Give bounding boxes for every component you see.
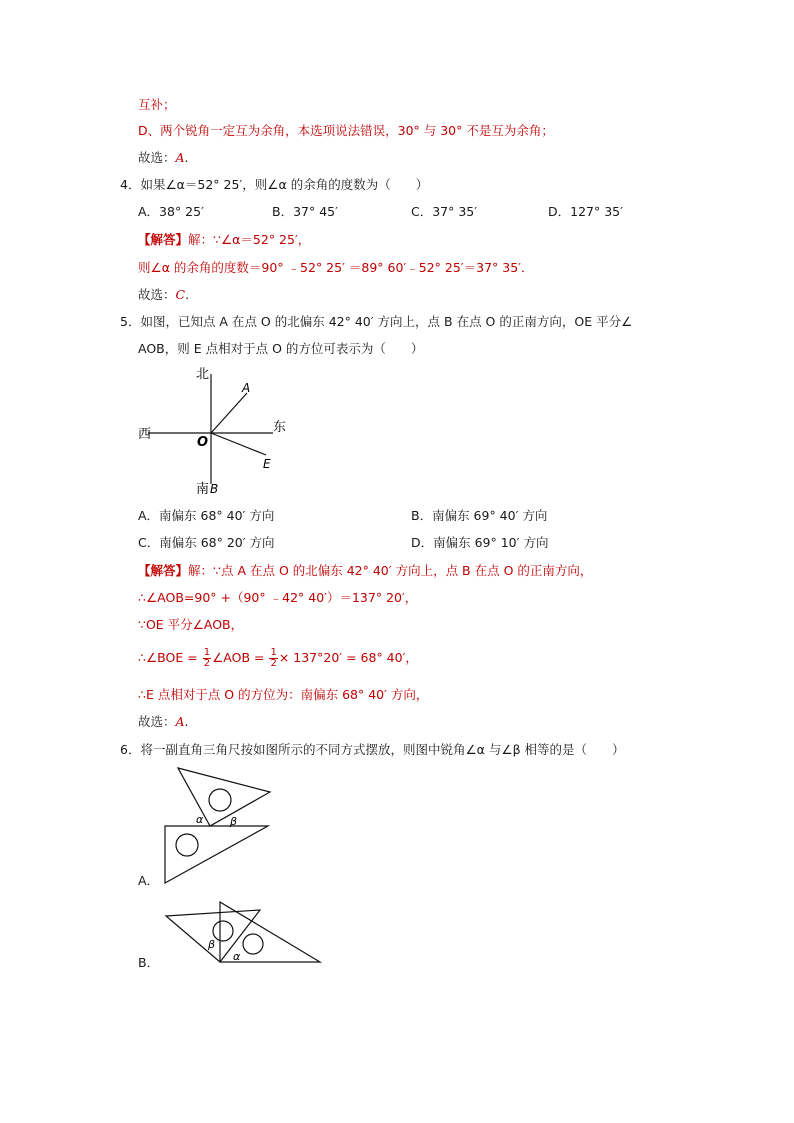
- label-south: 南: [196, 482, 210, 497]
- q5-solution-1: [138, 562, 592, 580]
- fraction-half: [203, 648, 211, 669]
- fraction-half-2: [269, 648, 277, 669]
- q5-solution-text: 解：∵点 A 在点 O 的北偏东 42° 40′ 方向上，点 B 在点 O 的正南方向，: [188, 563, 593, 578]
- q4-option-a: A．38° 25′: [138, 204, 204, 219]
- right-hole: [243, 934, 263, 954]
- q4-option-c: C．37° 35′: [411, 204, 478, 219]
- answer-value: A: [175, 150, 185, 165]
- lower-hole: [176, 834, 198, 856]
- upper-set-square: [178, 768, 270, 826]
- q4-solution-2: 则∠α 的余角的度数＝90° ﹣52° 25′ ＝89° 60′﹣52° 25′＝37° 35′．: [138, 260, 534, 275]
- beta-label: β: [208, 938, 216, 951]
- q5-option-a: A．南偏东 68° 40′ 方向: [138, 508, 275, 523]
- alpha-label: α: [233, 950, 241, 963]
- answer-end: .: [184, 714, 189, 729]
- q5-option-b: B．南偏东 69° 40′ 方向: [411, 508, 548, 523]
- q5-solution-5: ∴E 点相对于点 O 的方位为：南偏东 68° 40′ 方向，: [138, 687, 429, 702]
- q4-solution-text: 解：∵∠α＝52° 25′，: [188, 232, 311, 247]
- q4-answer: [138, 286, 189, 304]
- solution-tag: 【解答】: [138, 232, 189, 247]
- q4-option-b: B．37° 45′: [272, 204, 338, 219]
- answer-label: 故选：: [138, 714, 176, 729]
- equation-lhs: ∴∠BOE =: [138, 650, 198, 665]
- prev-answer: [138, 149, 189, 167]
- label-b: B: [210, 482, 219, 496]
- fraction-numerator: 1: [203, 647, 211, 658]
- q5-stem-2: AOB，则 E 点相对于点 O 的方位可表示为（ ）: [138, 341, 424, 356]
- ray-oe: [211, 433, 266, 455]
- fraction-denominator: 2: [203, 658, 211, 669]
- label-e: E: [263, 457, 271, 471]
- label-o: O: [197, 435, 209, 450]
- label-east: 东: [273, 420, 287, 435]
- label-a: A: [242, 381, 251, 395]
- q4-option-d: D．127° 35′: [548, 204, 623, 219]
- triangle-figure-b: [160, 898, 330, 968]
- q5-solution-3: ∵OE 平分∠AOB，: [138, 617, 244, 632]
- compass-diagram: [130, 366, 330, 496]
- prev-line-1: 互补；: [138, 97, 176, 112]
- beta-label: β: [230, 815, 238, 828]
- equation-rhs: × 137°20′ = 68° 40′，: [278, 650, 418, 665]
- q4-solution-1: [138, 231, 310, 249]
- q6-stem: 6．将一副直角三角尺按如图所示的不同方式摆放，则图中锐角∠α 与∠β 相等的是（ ）: [120, 742, 625, 757]
- solution-tag: 【解答】: [138, 563, 189, 578]
- label-north: 北: [196, 367, 210, 382]
- upper-hole: [209, 789, 231, 811]
- answer-label: 故选：: [138, 287, 176, 302]
- q5-solution-4: [138, 645, 418, 671]
- answer-value: A: [175, 714, 185, 729]
- answer-end: .: [184, 150, 189, 165]
- q5-solution-2: ∴∠AOB=90° +（90° ﹣42° 40′）＝137° 20′，: [138, 590, 418, 605]
- q4-stem: 4．如果∠α＝52° 25′，则∠α 的余角的度数为（ ）: [120, 177, 429, 192]
- label-west: 西: [138, 427, 152, 442]
- q5-option-c: C．南偏东 68° 20′ 方向: [138, 535, 275, 550]
- fraction-denominator: 2: [270, 658, 277, 669]
- q6-option-b: B．: [138, 955, 160, 970]
- alpha-label: α: [196, 813, 204, 826]
- answer-value: C: [175, 287, 186, 302]
- triangle-figure-a: [160, 768, 300, 888]
- prev-line-2: D、两个锐角一定互为余角，本选项说法错误，30° 与 30° 不是互为余角；: [138, 123, 554, 138]
- q5-answer: [138, 713, 189, 731]
- answer-label: 故选：: [138, 150, 176, 165]
- q5-stem-1: 5．如图，已知点 A 在点 O 的北偏东 42° 40′ 方向上，点 B 在点 O 的正南方向，OE 平分∠: [120, 314, 633, 329]
- fraction-numerator: 1: [270, 647, 277, 658]
- equation-mid: ∠AOB =: [212, 650, 265, 665]
- ray-oa: [211, 393, 247, 433]
- answer-end: .: [185, 287, 190, 302]
- q6-option-a: A．: [138, 873, 160, 888]
- left-hole: [213, 921, 233, 941]
- q5-option-d: D．南偏东 69° 10′ 方向: [411, 535, 549, 550]
